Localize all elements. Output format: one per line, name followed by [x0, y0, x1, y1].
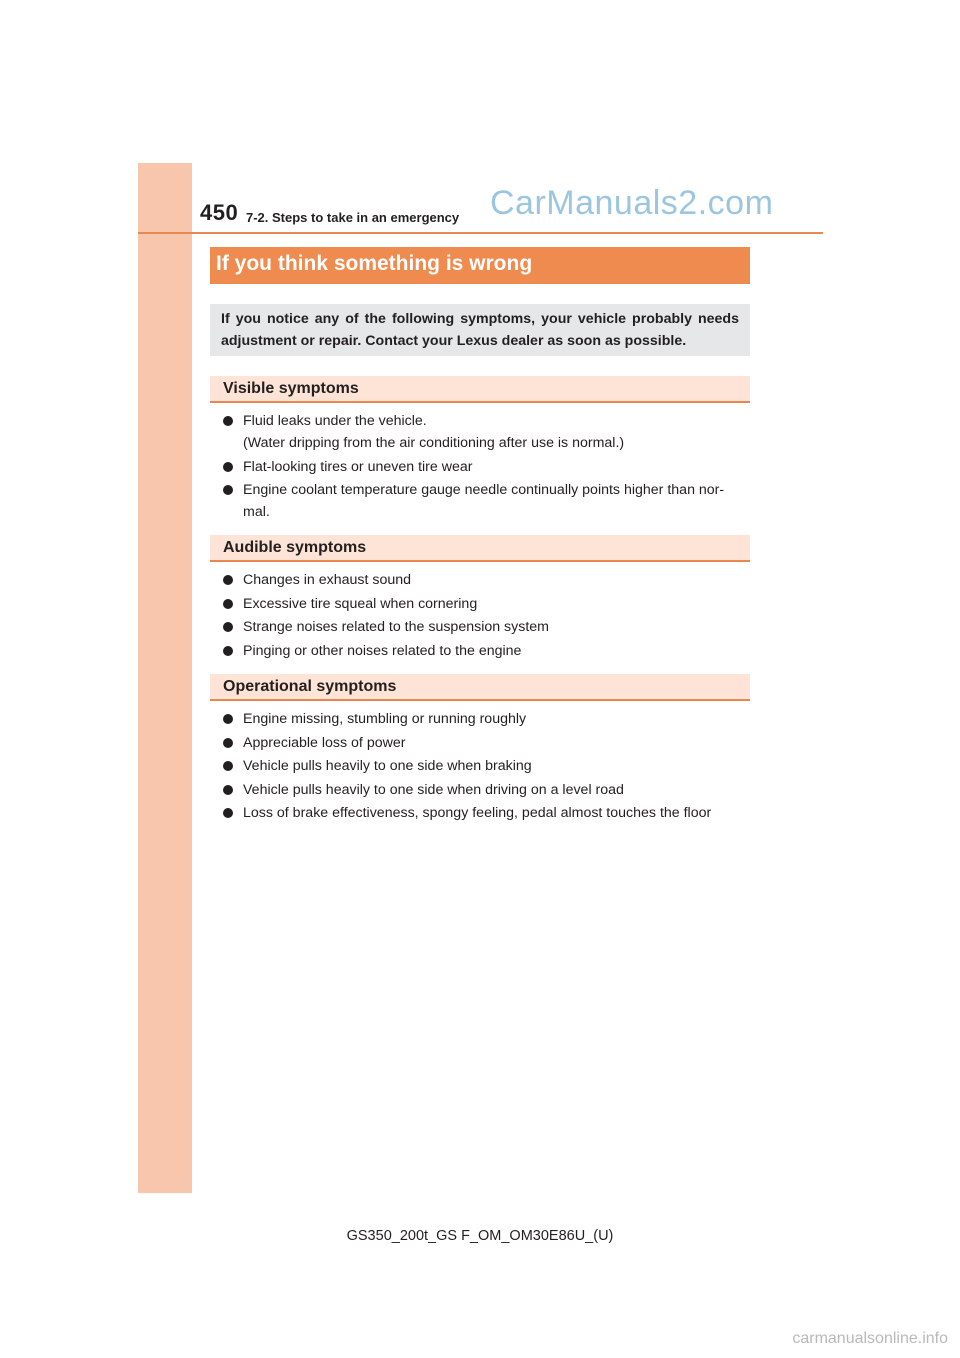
document-code: GS350_200t_GS F_OM_OM30E86U_(U)	[346, 1228, 614, 1244]
page-number: 450	[200, 200, 239, 225]
bullet-icon	[223, 646, 233, 656]
bullet-icon	[223, 575, 233, 585]
section-heading-audible	[210, 535, 750, 562]
header-divider	[138, 232, 823, 234]
bullet-icon	[223, 738, 233, 748]
list-item: Excessive tire squeal when cornering	[222, 593, 747, 615]
watermark-bottom: carmanualsonline.info	[792, 1330, 948, 1347]
bullet-icon	[223, 714, 233, 724]
bullet-icon	[223, 462, 233, 472]
audible-symptoms-list	[222, 569, 747, 663]
visible-symptoms-list	[222, 410, 747, 525]
bullet-icon	[223, 485, 233, 495]
list-item: Engine coolant temperature gauge needle continually points higher than nor- mal.	[222, 479, 747, 523]
bullet-icon	[223, 416, 233, 426]
list-item: Engine missing, stumbling or running roughly	[222, 708, 747, 730]
list-item: Changes in exhaust sound	[222, 569, 747, 591]
bullet-icon	[223, 761, 233, 771]
chapter-side-tab	[138, 163, 192, 1193]
section-heading-operational	[210, 674, 750, 701]
list-item: Loss of brake effectiveness, spongy feeling, pedal almost touches the floor	[222, 802, 747, 824]
intro-box	[210, 304, 750, 356]
list-item: Strange noises related to the suspension system	[222, 616, 747, 638]
list-item: Vehicle pulls heavily to one side when braking	[222, 755, 747, 777]
list-item: Appreciable loss of power	[222, 732, 747, 754]
bullet-icon	[223, 599, 233, 609]
bullet-icon	[223, 622, 233, 632]
intro-text: If you notice any of the following symptoms, your vehicle probably needs adjustment or repair. Contact your Lexus dealer as soon as possible.	[221, 311, 739, 349]
list-item: Flat-looking tires or uneven tire wear	[222, 456, 747, 478]
bullet-icon	[223, 808, 233, 818]
list-item: Pinging or other noises related to the engine	[222, 640, 747, 662]
watermark-top: CarManuals2.com	[490, 184, 774, 222]
section-heading-visible	[210, 376, 750, 403]
section-heading-label: Visible symptoms	[223, 380, 359, 397]
section-heading-label: Audible symptoms	[223, 539, 367, 556]
section-heading-label: Operational symptoms	[223, 678, 397, 695]
bullet-icon	[223, 785, 233, 795]
list-item: Vehicle pulls heavily to one side when driving on a level road	[222, 779, 747, 801]
page-title-bar	[210, 247, 750, 284]
list-item: Fluid leaks under the vehicle. (Water dripping from the air conditioning after use is normal.)	[222, 410, 747, 454]
page-title: If you think something is wrong	[216, 252, 533, 275]
operational-symptoms-list	[222, 708, 747, 826]
section-breadcrumb: 7-2. Steps to take in an emergency	[246, 210, 460, 225]
